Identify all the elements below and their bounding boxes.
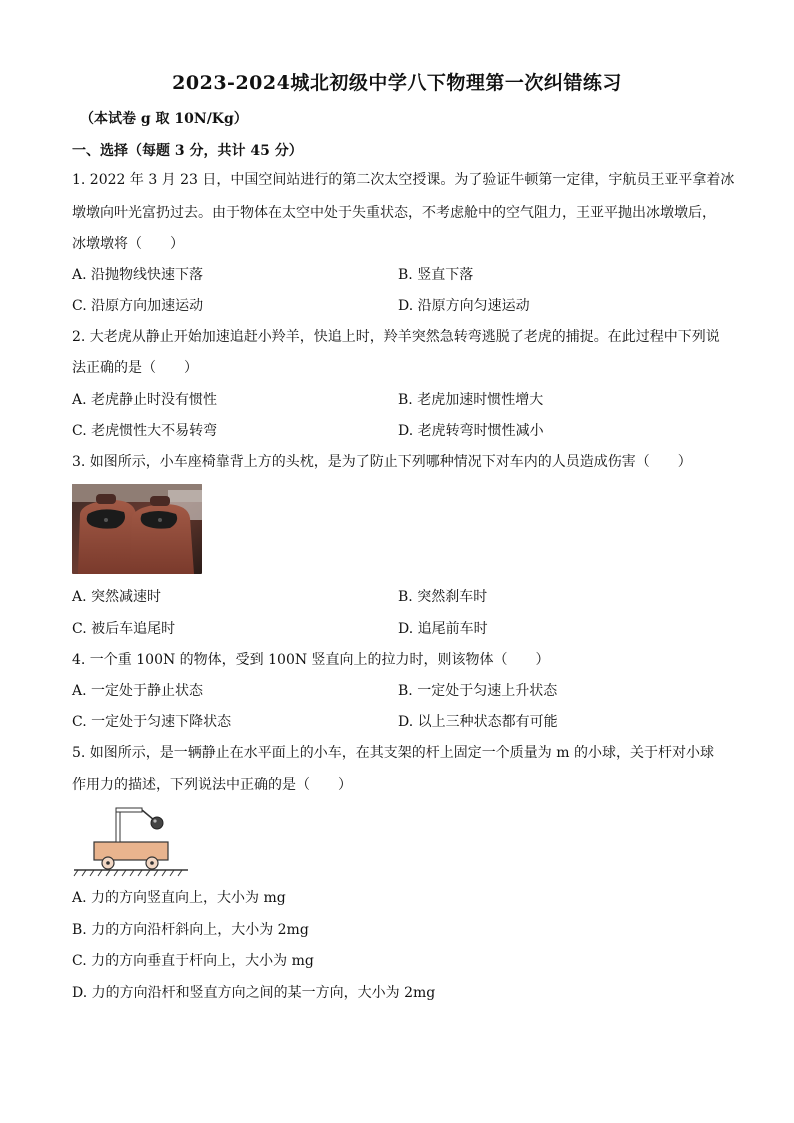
q1-option-d: D. 沿原方向匀速运动 <box>398 298 530 314</box>
q5-option-b: B. 力的方向沿杆斜向上，大小为 2mg <box>72 922 309 938</box>
car-headrest-photo <box>72 484 202 574</box>
q5-option-a: A. 力的方向竖直向上，大小为 mg <box>72 890 286 906</box>
q3-line-1: 3. 如图所示，小车座椅靠背上方的头枕，是为了防止下列哪种情况下对车内的人员造成伤害（ ） <box>72 454 692 470</box>
q2-line-1: 2. 大老虎从静止开始加速追赶小羚羊，快追上时，羚羊突然急转弯逃脱了老虎的捕捉。在此过程中下列说 <box>72 329 720 345</box>
q3-option-c: C. 被后车追尾时 <box>72 621 176 637</box>
section-heading: 一、选择（每题 3 分，共计 45 分） <box>72 143 303 159</box>
q3-option-a: A. 突然减速时 <box>72 589 162 605</box>
q2-option-d: D. 老虎转弯时惯性减小 <box>398 423 544 439</box>
q1-option-c: C. 沿原方向加速运动 <box>72 298 204 314</box>
cart-diagram <box>72 802 192 878</box>
q2-option-b: B. 老虎加速时惯性增大 <box>398 392 544 408</box>
q4-option-a: A. 一定处于静止状态 <box>72 683 204 699</box>
exam-note: （本试卷 g 取 10N/Kg） <box>80 111 248 127</box>
q3-option-b: B. 突然刹车时 <box>398 589 488 605</box>
q1-line-3: 冰墩墩将（ ） <box>72 236 184 252</box>
q4-option-c: C. 一定处于匀速下降状态 <box>72 714 232 730</box>
cart-with-rod-illustration <box>72 802 192 878</box>
q5-option-d: D. 力的方向沿杆和竖直方向之间的某一方向，大小为 2mg <box>72 985 436 1001</box>
q3-option-d: D. 追尾前车时 <box>398 621 488 637</box>
q1-option-a: A. 沿抛物线快速下落 <box>72 267 204 283</box>
q4-option-d: D. 以上三种状态都有可能 <box>398 714 558 730</box>
q5-line-1: 5. 如图所示，是一辆静止在水平面上的小车，在其支架的杆上固定一个质量为 m 的小球，关于杆对小球 <box>72 745 714 761</box>
q2-option-c: C. 老虎惯性大不易转弯 <box>72 423 218 439</box>
page-title: 2023-2024城北初级中学八下物理第一次纠错练习 <box>172 72 622 94</box>
q1-line-1: 1. 2022 年 3 月 23 日，中国空间站进行的第二次太空授课。为了验证牛顿第一定律，宇航员王亚平拿着冰 <box>72 172 735 188</box>
q5-option-c: C. 力的方向垂直于杆向上，大小为 mg <box>72 953 314 969</box>
q2-option-a: A. 老虎静止时没有惯性 <box>72 392 218 408</box>
q1-option-b: B. 竖直下落 <box>398 267 474 283</box>
car-seat-illustration <box>72 484 202 574</box>
q4-option-b: B. 一定处于匀速上升状态 <box>398 683 558 699</box>
q1-line-2: 墩墩向叶光富扔过去。由于物体在太空中处于失重状态，不考虑舱中的空气阻力，王亚平抛出冰墩墩后， <box>72 205 716 221</box>
q4-line-1: 4. 一个重 100N 的物体，受到 100N 竖直向上的拉力时，则该物体（ ） <box>72 652 550 668</box>
q5-line-2: 作用力的描述，下列说法中正确的是（ ） <box>72 777 352 793</box>
q2-line-2: 法正确的是（ ） <box>72 360 198 376</box>
